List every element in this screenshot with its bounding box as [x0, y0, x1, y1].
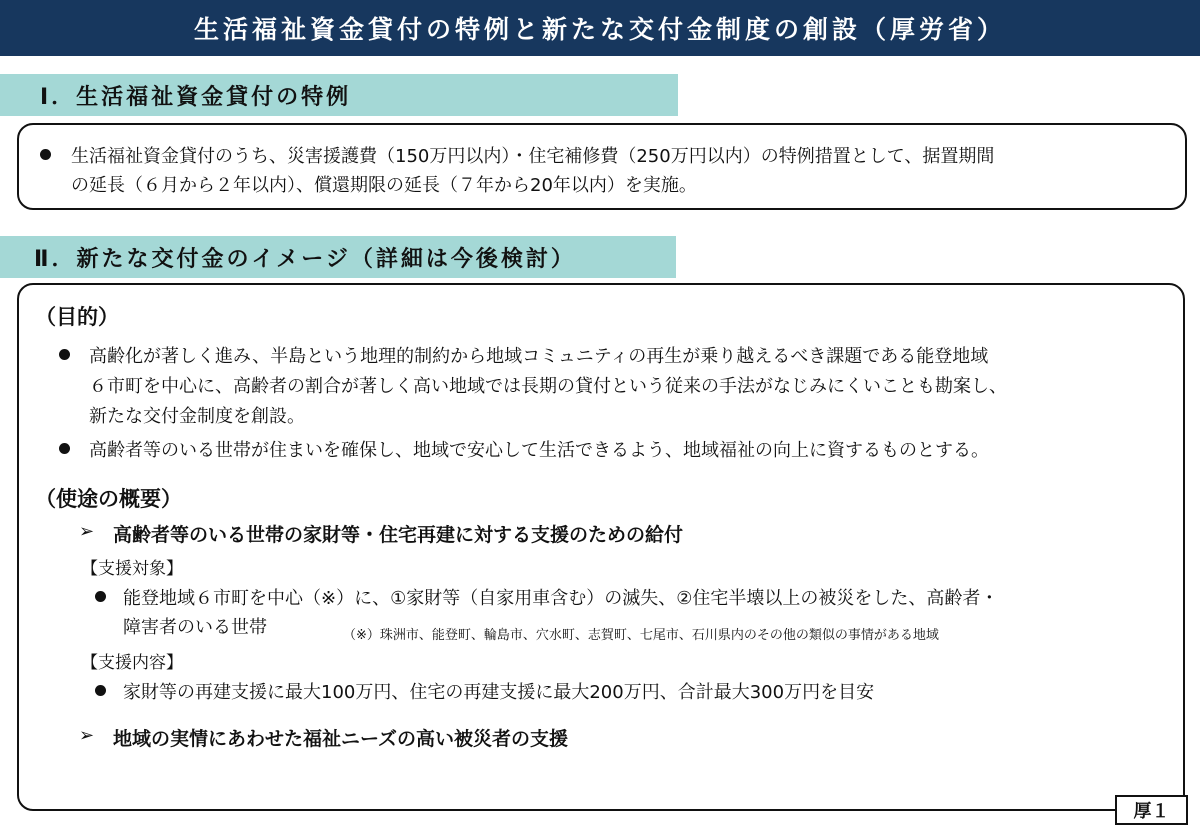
- section1-box: [17, 123, 1187, 210]
- arrow-icon: ➢: [79, 521, 95, 542]
- bullet-icon: [59, 443, 70, 454]
- section1-line-2: の延長（６月から２年以内）、償還期限の延長（７年から20年以内）を実施。: [71, 175, 697, 196]
- purpose-bullet2-line1: 高齢者等のいる世帯が住まいを確保し、地域で安心して生活できるよう、地域福祉の向上に資するものとする。: [89, 440, 989, 461]
- support-target-line1: 能登地域６市町を中心（※）に、①家財等（自家用車含む）の滅失、②住宅半壊以上の被災をした、高齢者・: [123, 588, 999, 609]
- bullet-icon: [95, 685, 106, 696]
- purpose-heading: （目的）: [35, 305, 119, 329]
- support-target-line2: 障害者のいる世帯: [123, 617, 267, 638]
- page-tag: 厚１: [1115, 795, 1188, 825]
- bullet-icon: [95, 591, 106, 602]
- purpose-bullet1-line2: ６市町を中心に、高齢者の割合が著しく高い地域では長期の貸付という従来の手法がなじみにくいことも勘案し、: [89, 376, 1007, 397]
- section2-box: [17, 283, 1185, 811]
- support-content-label: 【支援内容】: [81, 653, 183, 673]
- purpose-bullet1-line3: 新たな交付金制度を創設。: [89, 406, 305, 427]
- page-title: 生活福祉資金貸付の特例と新たな交付金制度の創設（厚労省）: [0, 0, 1200, 56]
- bullet-icon: [40, 149, 51, 160]
- usage-heading: （使途の概要）: [35, 487, 182, 511]
- purpose-bullet1-line1: 高齢化が著しく進み、半島という地理的制約から地域コミュニティの再生が乗り越えるべき課題である能登地域: [89, 346, 989, 367]
- arrow-icon: ➢: [79, 725, 95, 746]
- section1-line-1: 生活福祉資金貸付のうち、災害援護費（150万円以内）・住宅補修費（250万円以内）の特例措置として、据置期間: [71, 146, 995, 167]
- usage-item1-title: 高齢者等のいる世帯の家財等・住宅再建に対する支援のための給付: [113, 524, 684, 546]
- section1-heading: Ⅰ．生活福祉資金貸付の特例: [0, 74, 678, 116]
- section2-heading: Ⅱ．新たな交付金のイメージ（詳細は今後検討）: [0, 236, 676, 278]
- support-target-note: （※）珠洲市、能登町、輪島市、穴水町、志賀町、七尾市、石川県内のその他の類似の事情がある地域: [343, 628, 939, 643]
- usage-item2-title: 地域の実情にあわせた福祉ニーズの高い被災者の支援: [113, 728, 569, 750]
- support-content-line: 家財等の再建支援に最大100万円、住宅の再建支援に最大200万円、合計最大300万円を目安: [123, 682, 875, 703]
- support-target-label: 【支援対象】: [81, 559, 183, 579]
- bullet-icon: [59, 349, 70, 360]
